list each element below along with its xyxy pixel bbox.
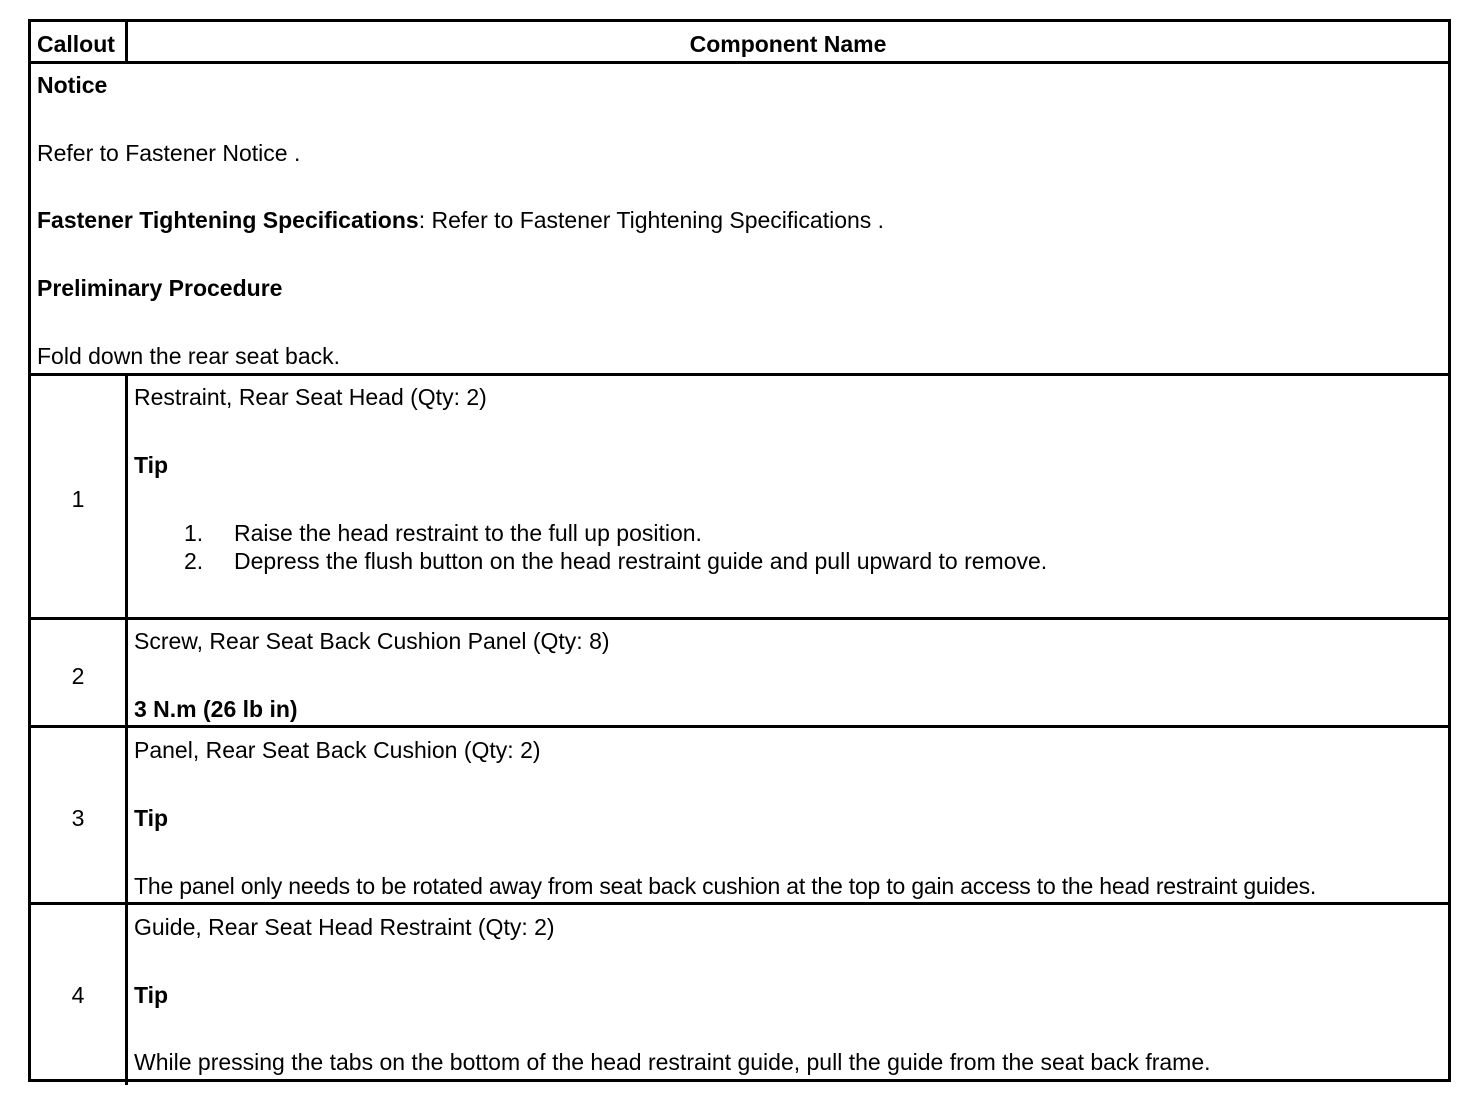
- spec-line: [37, 207, 884, 233]
- tip-label: Tip: [134, 805, 169, 831]
- torque-spec: 3 N.m (26 lb in): [134, 696, 298, 722]
- spec-colon: :: [418, 207, 426, 233]
- callout-number: 3: [71, 805, 85, 831]
- tip-text: While pressing the tabs on the bottom of the head restraint guide, pull the guide from the seat back frame.: [134, 1049, 1211, 1075]
- spec-text: Refer to Fastener Tightening Specifications .: [425, 207, 885, 233]
- rule-intro: [31, 373, 1448, 376]
- procedure-table: [28, 19, 1451, 1082]
- component-name: Screw, Rear Seat Back Cushion Panel (Qty: 8): [134, 628, 610, 654]
- step-text: Raise the head restraint to the full up position.: [234, 520, 702, 546]
- tip-text: The panel only needs to be rotated away from seat back cushion at the top to gain access to the head restraint guides.: [134, 873, 1317, 899]
- tip-label: Tip: [134, 982, 169, 1008]
- header-component-name: Component Name: [689, 31, 887, 57]
- notice-text: Refer to Fastener Notice .: [37, 140, 301, 166]
- rule-row3: [31, 902, 1448, 905]
- header-callout: Callout: [37, 31, 115, 57]
- preliminary-text: Fold down the rear seat back.: [37, 343, 340, 369]
- rule-row1: [31, 617, 1448, 620]
- step-text: Depress the flush button on the head restraint guide and pull upward to remove.: [234, 548, 1048, 574]
- step-number: 1.: [184, 520, 204, 546]
- component-name: Guide, Rear Seat Head Restraint (Qty: 2): [134, 914, 555, 940]
- component-name: Restraint, Rear Seat Head (Qty: 2): [134, 384, 487, 410]
- component-name: Panel, Rear Seat Back Cushion (Qty: 2): [134, 737, 541, 763]
- notice-title: Notice: [37, 72, 108, 98]
- callout-number: 2: [71, 663, 85, 689]
- rule-row2: [31, 725, 1448, 728]
- col-divider-body: [125, 373, 128, 1085]
- callout-number: 1: [71, 486, 85, 512]
- tip-label: Tip: [134, 452, 169, 478]
- callout-number: 4: [71, 982, 85, 1008]
- rule-header: [31, 61, 1448, 64]
- preliminary-title: Preliminary Procedure: [37, 275, 283, 301]
- step-number: 2.: [184, 548, 204, 574]
- spec-label: Fastener Tightening Specifications: [37, 207, 419, 233]
